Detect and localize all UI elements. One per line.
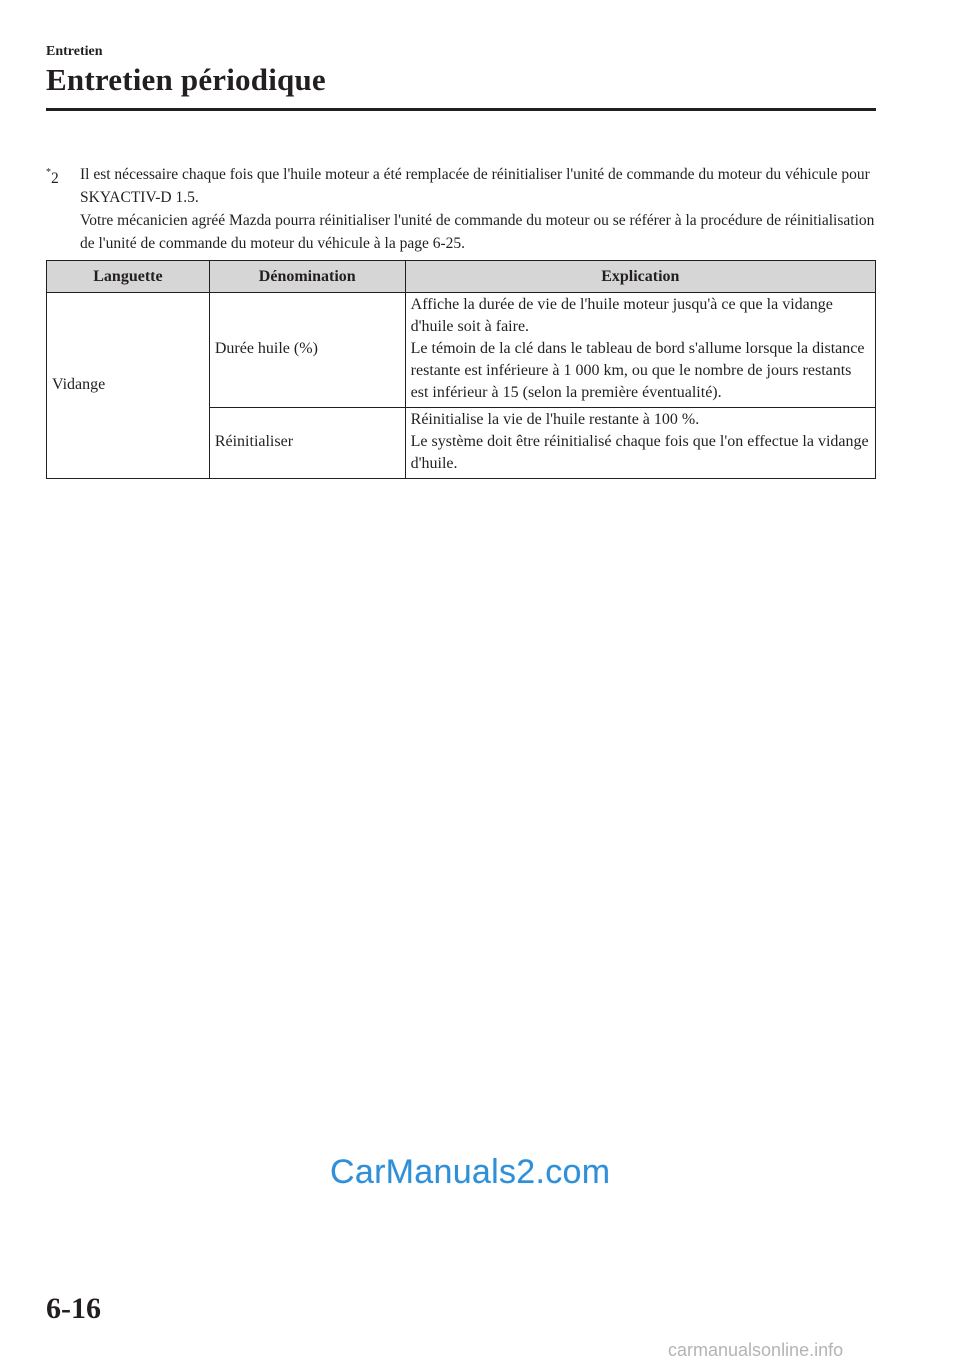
header-tab: Languette xyxy=(47,261,210,293)
site-footer: carmanualsonline.info xyxy=(668,1340,844,1360)
tab-cell-vidange: Vidange xyxy=(47,293,210,479)
footnote xyxy=(46,163,876,255)
explanation-cell xyxy=(405,293,875,408)
header-explanation: Explication xyxy=(405,261,875,293)
explanation-line: Affiche la durée de vie de l'huile moteur jusqu'à ce que la vidange d'huile soit à faire. xyxy=(410,296,833,335)
footnote-paragraph-2: Votre mécanicien agréé Mazda pourra réinitialiser l'unité de commande du moteur ou se référer à la procédure de réinitialisation de l'unité de commande du moteur du véhicule à la page 6-25. xyxy=(80,212,875,252)
explanation-cell xyxy=(405,408,875,479)
explanation-line: Le témoin de la clé dans le tableau de bord s'allume lorsque la distance restante est inférieure à 1 000 km, ou que le nombre de jours restants est inférieur à 15 (selon la première éventualité). xyxy=(410,340,865,401)
table-row xyxy=(47,293,876,408)
table-header-row xyxy=(47,261,876,293)
name-cell: Réinitialiser xyxy=(209,408,405,479)
header-name: Dénomination xyxy=(209,261,405,293)
explanation-line: Le système doit être réinitialisé chaque fois que l'on effectue la vidange d'huile. xyxy=(410,433,869,472)
page-number: 6-16 xyxy=(46,1292,101,1325)
watermark-logo: CarManuals2.com xyxy=(330,1153,611,1191)
footnote-marker: *2 xyxy=(46,167,59,188)
explanation-line: Réinitialise la vie de l'huile restante à 100 %. xyxy=(410,411,700,428)
section-label: Entretien xyxy=(46,44,103,59)
name-cell: Durée huile (%) xyxy=(209,293,405,408)
title-divider xyxy=(46,108,876,111)
page-title: Entretien périodique xyxy=(46,62,326,97)
footnote-paragraph-1: Il est nécessaire chaque fois que l'huile moteur a été remplacée de réinitialiser l'unité de commande du moteur du véhicule pour SKYACTIV-D 1.5. xyxy=(80,166,870,206)
maintenance-table xyxy=(46,260,876,479)
